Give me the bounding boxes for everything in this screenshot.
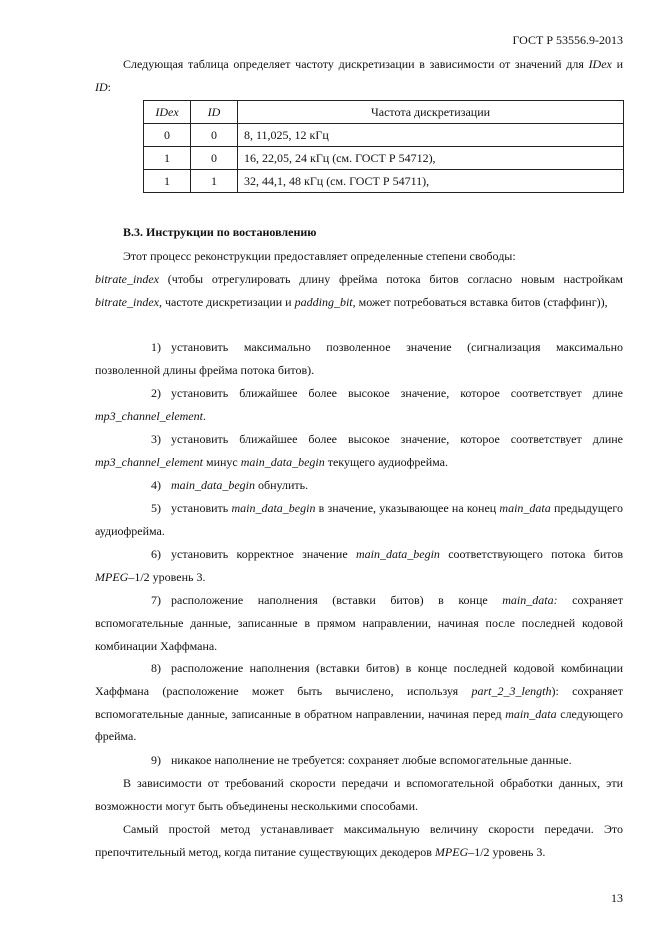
list-item: 6) установить корректное значение main_data_begin соответствующего потока битов MPEG–1/2 уровень 3.: [95, 547, 624, 584]
list-item: 8) расположение наполнения (вставки битов) в конце последней кодовой комбинации Хаффмана (расположение может быть вычислено, используя part_2_3_length): сохраняет вспомогательные данные, записанные в обратном направлении, начиная перед main_data следующего фрейма.: [95, 661, 623, 744]
list-item: 7) расположение наполнения (вставки битов) в конце main_data: сохраняет вспомогательные данные, записанные в прямом направлении, начиная после последней кодовой комбинации Хаффмана.: [95, 593, 623, 653]
table-cell: 32, 44,1, 48 кГц (см. ГОСТ Р 54711),: [238, 170, 624, 193]
table-cell: 0: [144, 124, 191, 147]
section-title: В.3. Инструкции по востановлению: [123, 225, 317, 239]
column-header: ID: [191, 101, 238, 124]
table-cell: 0: [191, 147, 238, 170]
table-cell: 1: [191, 170, 238, 193]
paragraph: В зависимости от требований скорости передачи и вспомогательной обработки данных, эти возможности могут быть объединены несколькими способами.: [95, 776, 623, 813]
list-item: 1) установить максимально позволенное значение (сигнализация максимально позволенной длины фрейма потока битов).: [95, 340, 623, 377]
list-item: 9) никакое наполнение не требуется: сохраняет любые вспомогательные данные.: [151, 753, 572, 767]
table-cell: 1: [144, 147, 191, 170]
list-item: 3) установить ближайшее более высокое значение, которое соответствует длине mp3_channel_element минус main_data_begin текущего аудиофрейма.: [95, 432, 623, 469]
paragraph: Этот процесс реконструкции предоставляет определенные степени свободы:: [123, 249, 516, 263]
column-header: IDex: [144, 101, 191, 124]
table-cell: 0: [191, 124, 238, 147]
table-cell: 16, 22,05, 24 кГц (см. ГОСТ Р 54712),: [238, 147, 624, 170]
table-header-row: [144, 101, 624, 124]
list-item: 2) установить ближайшее более высокое значение, которое соответствует длине mp3_channel_element.: [95, 386, 623, 423]
table-row: [144, 147, 624, 170]
paragraph: bitrate_index (чтобы отрегулировать длину фрейма потока битов согласно новым настройкам bitrate_index, частоте дискретизации и padding_bit, может потребоваться вставка битов (стаффинг)),: [95, 272, 623, 309]
intro-term-idex: IDex: [588, 57, 612, 71]
table-row: [144, 124, 624, 147]
intro-text: и: [611, 57, 624, 71]
table-cell: 8, 11,025, 12 кГц: [238, 124, 624, 147]
table-cell: 1: [144, 170, 191, 193]
sampling-rate-table: [143, 100, 624, 193]
list-item: 5) установить main_data_begin в значение, указывающее на конец main_data предыдущего аудиофрейма.: [95, 501, 623, 538]
intro-term-id: ID: [95, 79, 108, 94]
intro-paragraph: [95, 53, 623, 99]
column-header: Частота дискретизации: [238, 101, 624, 124]
table-row: [144, 170, 624, 193]
doc-header: ГОСТ Р 53556.9-2013: [512, 33, 623, 47]
intro-text: Следующая таблица определяет частоту дискретизации в зависимости от значений для: [123, 57, 589, 71]
page-number: 13: [611, 891, 623, 905]
list-item: 4) main_data_begin обнулить.: [151, 478, 309, 492]
paragraph: Самый простой метод устанавливает максимальную величину скорости передачи. Это препочтительный метод, когда питание существующих декодеров MPEG–1/2 уровень 3.: [95, 822, 623, 859]
intro-text: :: [107, 79, 112, 94]
